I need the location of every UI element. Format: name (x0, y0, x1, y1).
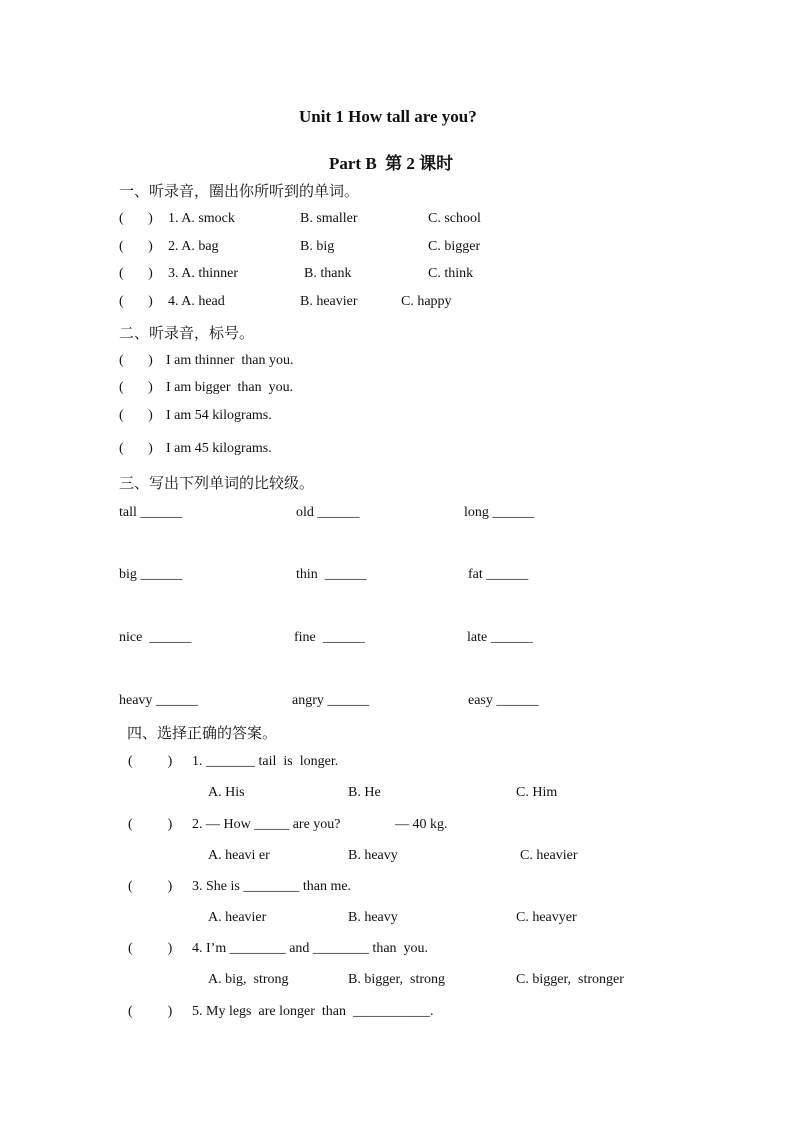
question-text: 1. _______ tail is longer. (192, 754, 339, 769)
answer-bracket: ( ) (119, 380, 153, 395)
section-3-heading: 三、写出下列单词的比较级。 (119, 474, 315, 492)
option-c: C. heavyer (516, 910, 577, 925)
word-blank: nice ______ (119, 630, 192, 645)
answer-bracket: ( ) (119, 266, 153, 281)
option-c: C. school (428, 211, 481, 226)
option-c: C. bigger, stronger (516, 972, 624, 987)
question-text: 4. I’m ________ and ________ than you. (192, 941, 429, 956)
word-blank: old ______ (296, 505, 360, 520)
option-b: B. heavy (348, 848, 398, 863)
option-c: C. think (428, 266, 474, 281)
answer-bracket: ( ) (128, 817, 173, 832)
answer-bracket: ( ) (128, 754, 173, 769)
option-b: B. big (300, 239, 335, 254)
option-b: B. bigger, strong (348, 972, 446, 987)
question-stem: 1. A. smock (168, 211, 235, 226)
word-blank: big ______ (119, 567, 183, 582)
answer-bracket: ( ) (119, 441, 153, 456)
answer-bracket: ( ) (128, 941, 173, 956)
section-4-heading: 四、选择正确的答案。 (127, 724, 278, 742)
sentence: I am thinner than you. (166, 353, 294, 368)
page-subtitle: Part B 第 2 课时 (329, 154, 454, 173)
word-blank: thin ______ (296, 567, 367, 582)
page-title: Unit 1 How tall are you? (299, 107, 477, 126)
option-a: A. big, strong (208, 972, 289, 987)
question-answer-text: — 40 kg. (395, 817, 448, 832)
sentence: I am 54 kilograms. (166, 408, 272, 423)
option-c: C. bigger (428, 239, 481, 254)
option-c: C. heavier (520, 848, 578, 863)
option-b: B. heavier (300, 294, 358, 309)
word-blank: fine ______ (294, 630, 365, 645)
answer-bracket: ( ) (119, 294, 153, 309)
option-b: B. thank (304, 266, 352, 281)
answer-bracket: ( ) (119, 211, 153, 226)
option-b: B. heavy (348, 910, 398, 925)
word-blank: long ______ (464, 505, 535, 520)
question-text: 3. She is ________ than me. (192, 879, 352, 894)
option-a: A. heavier (208, 910, 267, 925)
word-blank: heavy ______ (119, 693, 198, 708)
word-blank: fat ______ (468, 567, 529, 582)
section-2-heading: 二、听录音，标号。 (119, 324, 255, 342)
answer-bracket: ( ) (128, 1004, 173, 1019)
question-stem: 3. A. thinner (168, 266, 238, 281)
option-c: C. Him (516, 785, 558, 800)
question-text: 5. My legs are longer than ___________. (192, 1004, 434, 1019)
word-blank: angry ______ (292, 693, 370, 708)
word-blank: easy ______ (468, 693, 539, 708)
question-stem: 4. A. head (168, 294, 225, 309)
answer-bracket: ( ) (128, 879, 173, 894)
sentence: I am bigger than you. (166, 380, 294, 395)
word-blank: tall ______ (119, 505, 183, 520)
section-1-heading: 一、听录音，圈出你所听到的单词。 (119, 182, 360, 200)
answer-bracket: ( ) (119, 353, 153, 368)
option-a: A. heavi er (208, 848, 270, 863)
word-blank: late ______ (467, 630, 533, 645)
sentence: I am 45 kilograms. (166, 441, 272, 456)
answer-bracket: ( ) (119, 408, 153, 423)
question-stem: 2. A. bag (168, 239, 219, 254)
option-b: B. He (348, 785, 381, 800)
option-b: B. smaller (300, 211, 358, 226)
question-text: 2. — How _____ are you? (192, 817, 341, 832)
option-a: A. His (208, 785, 245, 800)
answer-bracket: ( ) (119, 239, 153, 254)
option-c: C. happy (401, 294, 452, 309)
